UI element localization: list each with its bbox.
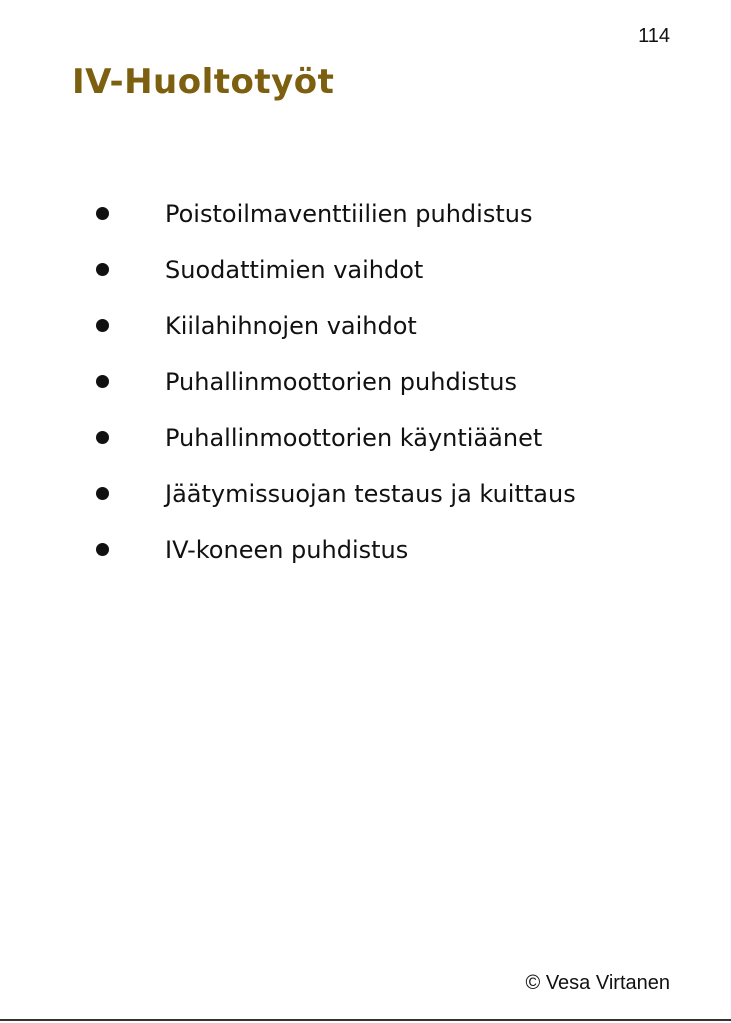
list-item-label: Jäätymissuojan testaus ja kuittaus [165,480,576,508]
bullet-icon [96,487,109,500]
bullet-icon [96,207,109,220]
list-item [0,186,731,242]
list-item [0,354,731,410]
list-item [0,466,731,522]
page-title: IV-Huoltotyöt [72,62,335,102]
bullet-icon [96,263,109,276]
list-item [0,298,731,354]
page-number: 114 [638,25,670,47]
list-item [0,522,731,578]
list-item-label: Suodattimien vaihdot [165,256,424,284]
maintenance-task-list [0,186,731,578]
copyright-notice: © Vesa Virtanen [525,972,670,994]
page-bottom-divider [0,1019,731,1021]
bullet-icon [96,543,109,556]
bullet-icon [96,319,109,332]
bullet-icon [96,431,109,444]
list-item-label: IV-koneen puhdistus [165,536,409,564]
list-item [0,242,731,298]
list-item-label: Poistoilmaventtiilien puhdistus [165,200,533,228]
list-item-label: Kiilahihnojen vaihdot [165,312,417,340]
list-item-label: Puhallinmoottorien käyntiäänet [165,424,543,452]
bullet-icon [96,375,109,388]
list-item-label: Puhallinmoottorien puhdistus [165,368,517,396]
list-item [0,410,731,466]
